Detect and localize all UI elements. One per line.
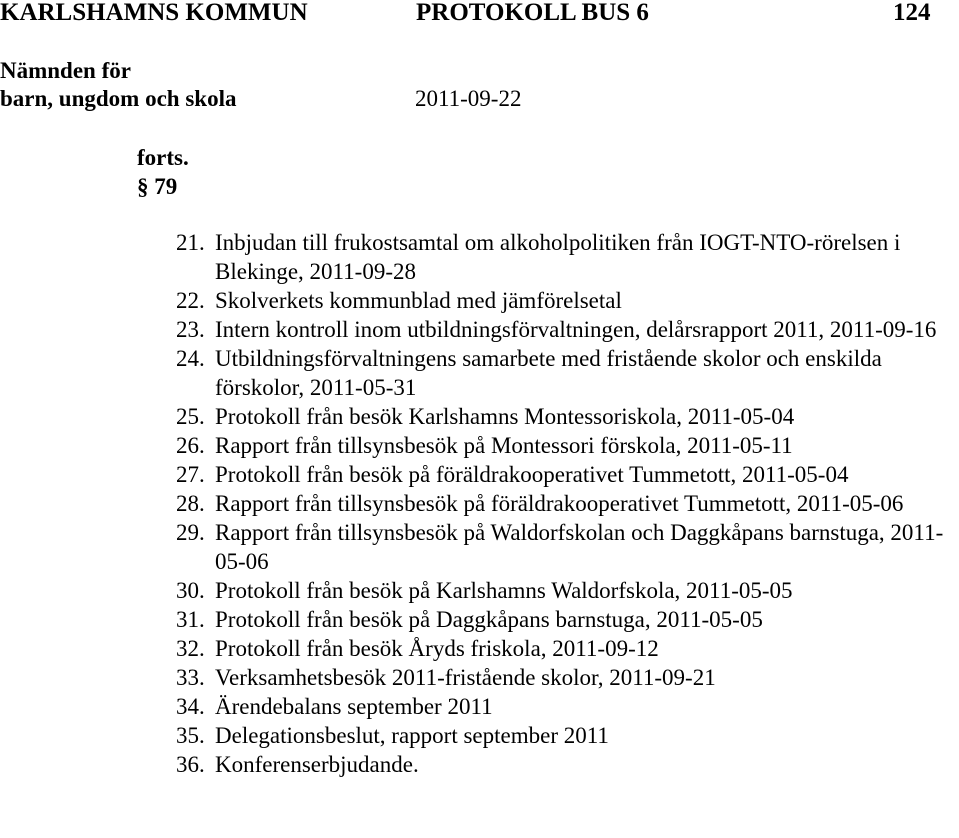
meeting-date: 2011-09-22 <box>415 86 522 111</box>
item-number: 24. <box>176 346 205 371</box>
continuation-label: forts. <box>137 145 189 170</box>
item-text: Protokoll från besök på föräldrakooperativet Tummetott, 2011-05-04 <box>215 462 849 487</box>
municipality-name: KARLSHAMNS KOMMUN <box>0 0 308 26</box>
item-text: Rapport från tillsynsbesök på Montessori förskola, 2011-05-11 <box>215 433 793 458</box>
item-number: 31. <box>176 607 205 632</box>
item-text: Protokoll från besök på Karlshamns Waldorfskola, 2011-05-05 <box>215 578 793 603</box>
list-item <box>176 489 959 518</box>
item-text: Protokoll från besök på Daggkåpans barnstuga, 2011-05-05 <box>215 607 763 632</box>
list-item <box>176 286 959 315</box>
list-item <box>176 344 959 402</box>
item-number: 29. <box>176 520 205 545</box>
list-item <box>176 692 959 721</box>
item-text: Protokoll från besök Åryds friskola, 2011-09-12 <box>215 636 659 661</box>
item-text: Ärendebalans september 2011 <box>215 694 493 719</box>
item-text: Konferenserbjudande. <box>215 752 419 777</box>
list-item <box>176 402 959 431</box>
item-text: Rapport från tillsynsbesök på föräldrakooperativet Tummetott, 2011-05-06 <box>215 491 904 516</box>
list-item <box>176 431 959 460</box>
item-text: Protokoll från besök Karlshamns Montessoriskola, 2011-05-04 <box>215 404 795 429</box>
item-number: 22. <box>176 288 205 313</box>
item-text: Utbildningsförvaltningens samarbete med fristående skolor och enskilda förskolor, 2011-05-31 <box>215 346 882 400</box>
committee-name-line1: Nämnden för <box>0 58 131 83</box>
item-number: 34. <box>176 694 205 719</box>
list-item <box>176 663 959 692</box>
item-number: 32. <box>176 636 205 661</box>
list-item <box>176 634 959 663</box>
list-item <box>176 518 959 576</box>
protocol-title: PROTOKOLL BUS 6 <box>416 0 649 26</box>
item-text: Verksamhetsbesök 2011-fristående skolor, 2011-09-21 <box>215 665 716 690</box>
section-number: § 79 <box>137 174 178 199</box>
committee-name-line2: barn, ungdom och skola <box>0 86 237 111</box>
list-item <box>176 721 959 750</box>
agenda-item-list <box>176 228 959 779</box>
list-item <box>176 605 959 634</box>
page-number: 124 <box>893 0 931 26</box>
item-text: Delegationsbeslut, rapport september 2011 <box>215 723 609 748</box>
item-number: 27. <box>176 462 205 487</box>
list-item <box>176 228 959 286</box>
item-text: Rapport från tillsynsbesök på Waldorfskolan och Daggkåpans barnstuga, 2011-05-06 <box>215 520 944 574</box>
item-number: 33. <box>176 665 205 690</box>
item-number: 21. <box>176 230 205 255</box>
item-number: 26. <box>176 433 205 458</box>
item-number: 36. <box>176 752 205 777</box>
item-number: 25. <box>176 404 205 429</box>
list-item <box>176 576 959 605</box>
item-number: 28. <box>176 491 205 516</box>
item-number: 30. <box>176 578 205 603</box>
list-item <box>176 460 959 489</box>
item-text: Skolverkets kommunblad med jämförelsetal <box>215 288 622 313</box>
list-item <box>176 750 959 779</box>
item-number: 35. <box>176 723 205 748</box>
item-text: Inbjudan till frukostsamtal om alkoholpolitiken från IOGT-NTO-rörelsen i Blekinge, 2011-09-28 <box>215 230 901 284</box>
item-text: Intern kontroll inom utbildningsförvaltningen, delårsrapport 2011, 2011-09-16 <box>215 317 937 342</box>
item-number: 23. <box>176 317 205 342</box>
list-item <box>176 315 959 344</box>
